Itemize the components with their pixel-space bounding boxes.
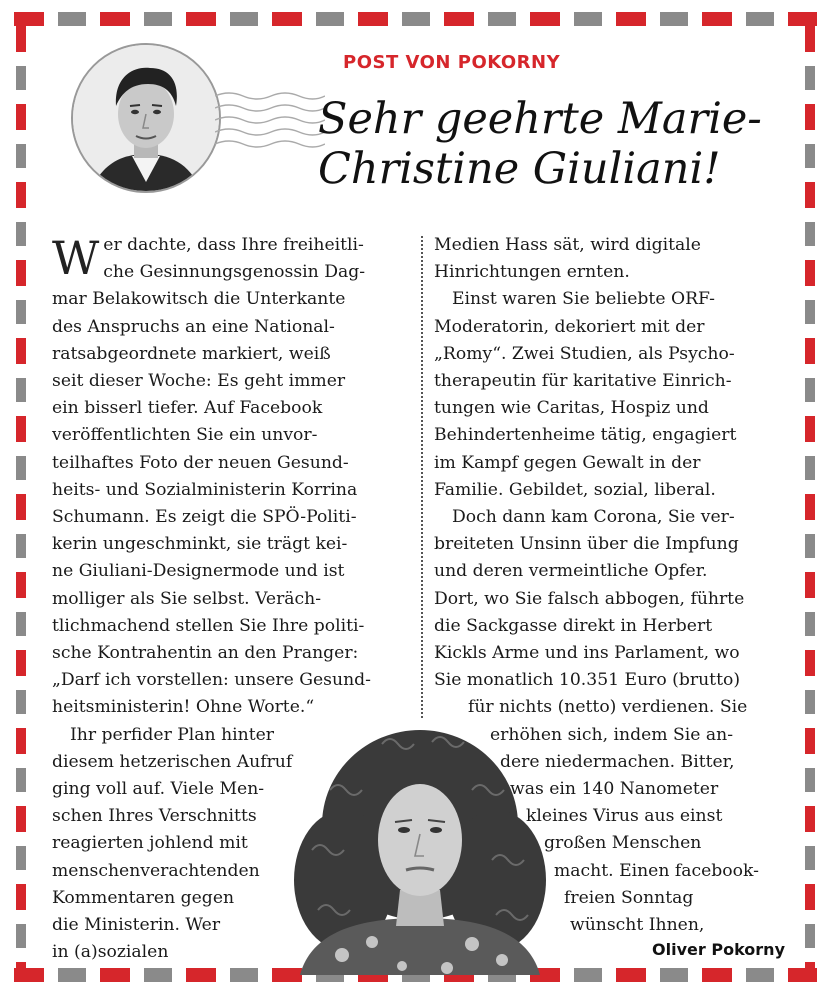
text-line: Kommentaren gegen (52, 887, 235, 908)
text-line: großen Menschen (544, 833, 702, 854)
text-line: Moderatorin, dekoriert mit der (434, 316, 705, 337)
headline-line-2: Christine Giuliani! (318, 144, 721, 194)
text-line: Hinrichtungen ernten. (434, 262, 630, 283)
headline-line-1: Sehr geehrte Marie- (318, 94, 762, 144)
text-line: Medien Hass sät, wird digitale (434, 235, 701, 255)
text-line: Schumann. Es zeigt die SPÖ-Politi- (52, 507, 357, 528)
subject-portrait-photo (282, 730, 557, 975)
text-line: freien Sonntag (564, 887, 694, 908)
text-line: Doch dann kam Corona, Sie ver- (452, 507, 735, 528)
text-line: des Anspruchs an eine National- (52, 316, 335, 337)
author-stamp-portrait (70, 42, 228, 200)
text-line: erhöhen sich, indem Sie an- (490, 724, 734, 745)
text-line: Ihr perfider Plan hinter (70, 724, 275, 745)
text-line: ne Giuliani-Designermode und ist (52, 561, 345, 582)
author-signature: Oliver Pokorny (652, 940, 785, 959)
text-line: dere niedermachen. Bitter, (500, 751, 735, 772)
text-line: Familie. Gebildet, sozial, liberal. (434, 479, 716, 500)
text-line: sche Kontrahentin an den Pranger: (52, 643, 359, 664)
border-stripe-top (14, 12, 817, 26)
text-line: che Gesinnungsgenossin Dag- (103, 262, 366, 283)
author-photo (70, 42, 228, 200)
text-line: er dachte, dass Ihre freiheitli- (103, 235, 364, 255)
text-line: therapeutin für karitative Einrich- (434, 371, 732, 392)
text-line: ein bisserl tiefer. Auf Facebook (52, 398, 323, 419)
text-line: und deren vermeintliche Opfer. (434, 561, 708, 582)
text-line: was ein 140 Nanometer (510, 779, 719, 800)
border-stripe-right (805, 26, 815, 968)
text-line: heits- und Sozialministerin Korrina (52, 479, 358, 500)
text-line: ratsabgeordnete markiert, weiß (52, 343, 331, 364)
text-line: seit dieser Woche: Es geht immer (52, 371, 346, 392)
column-kicker: POST VON POKORNY (343, 52, 561, 73)
text-line: mar Belakowitsch die Unterkante (52, 289, 346, 310)
postmark-waves (215, 88, 325, 158)
text-line: „Darf ich vorstellen: unsere Gesund- (52, 670, 371, 691)
text-line: Dort, wo Sie falsch abbogen, führte (434, 588, 745, 609)
text-line: die Ministerin. Wer (52, 915, 221, 936)
text-line: veröffentlichten Sie ein unvor- (52, 425, 318, 446)
headline (318, 94, 798, 194)
text-line: diesem hetzerischen Aufruf (52, 751, 293, 772)
text-line: Einst waren Sie beliebte ORF- (452, 289, 715, 310)
drop-cap: W (52, 231, 100, 285)
text-line: im Kampf gegen Gewalt in der (434, 452, 701, 473)
text-line: Behindertenheime tätig, engagiert (434, 425, 737, 446)
border-stripe-left (16, 26, 26, 968)
text-line: kleines Virus aus einst (526, 806, 723, 827)
text-line: reagierten johlend mit (52, 833, 248, 854)
text-line: breiteten Unsinn über die Impfung (434, 534, 739, 555)
text-line: die Sackgasse direkt in Herbert (434, 615, 713, 636)
text-line: ging voll auf. Viele Men- (52, 779, 265, 800)
text-line: für nichts (netto) verdienen. Sie (468, 697, 748, 718)
column-divider (421, 236, 423, 718)
text-line: kerin ungeschminkt, sie trägt kei- (52, 534, 348, 555)
text-line: schen Ihres Verschnitts (52, 806, 257, 827)
text-line: tungen wie Caritas, Hospiz und (434, 398, 709, 419)
text-line: teilhaftes Foto der neuen Gesund- (52, 452, 349, 473)
text-line: tlichmachend stellen Sie Ihre politi- (52, 615, 365, 636)
text-line: macht. Einen facebook- (554, 860, 759, 881)
text-line: Sie monatlich 10.351 Euro (brutto) (434, 670, 741, 691)
text-line: wünscht Ihnen, (570, 915, 705, 936)
text-line: menschenverachtenden (52, 860, 260, 881)
text-line: heitsministerin! Ohne Worte.“ (52, 697, 315, 718)
text-line: Kickls Arme und ins Parlament, wo (434, 643, 740, 664)
text-line: in (a)sozialen (52, 942, 169, 963)
text-line: „Romy“. Zwei Studien, als Psycho- (434, 343, 735, 364)
text-line: molliger als Sie selbst. Veräch- (52, 588, 322, 609)
